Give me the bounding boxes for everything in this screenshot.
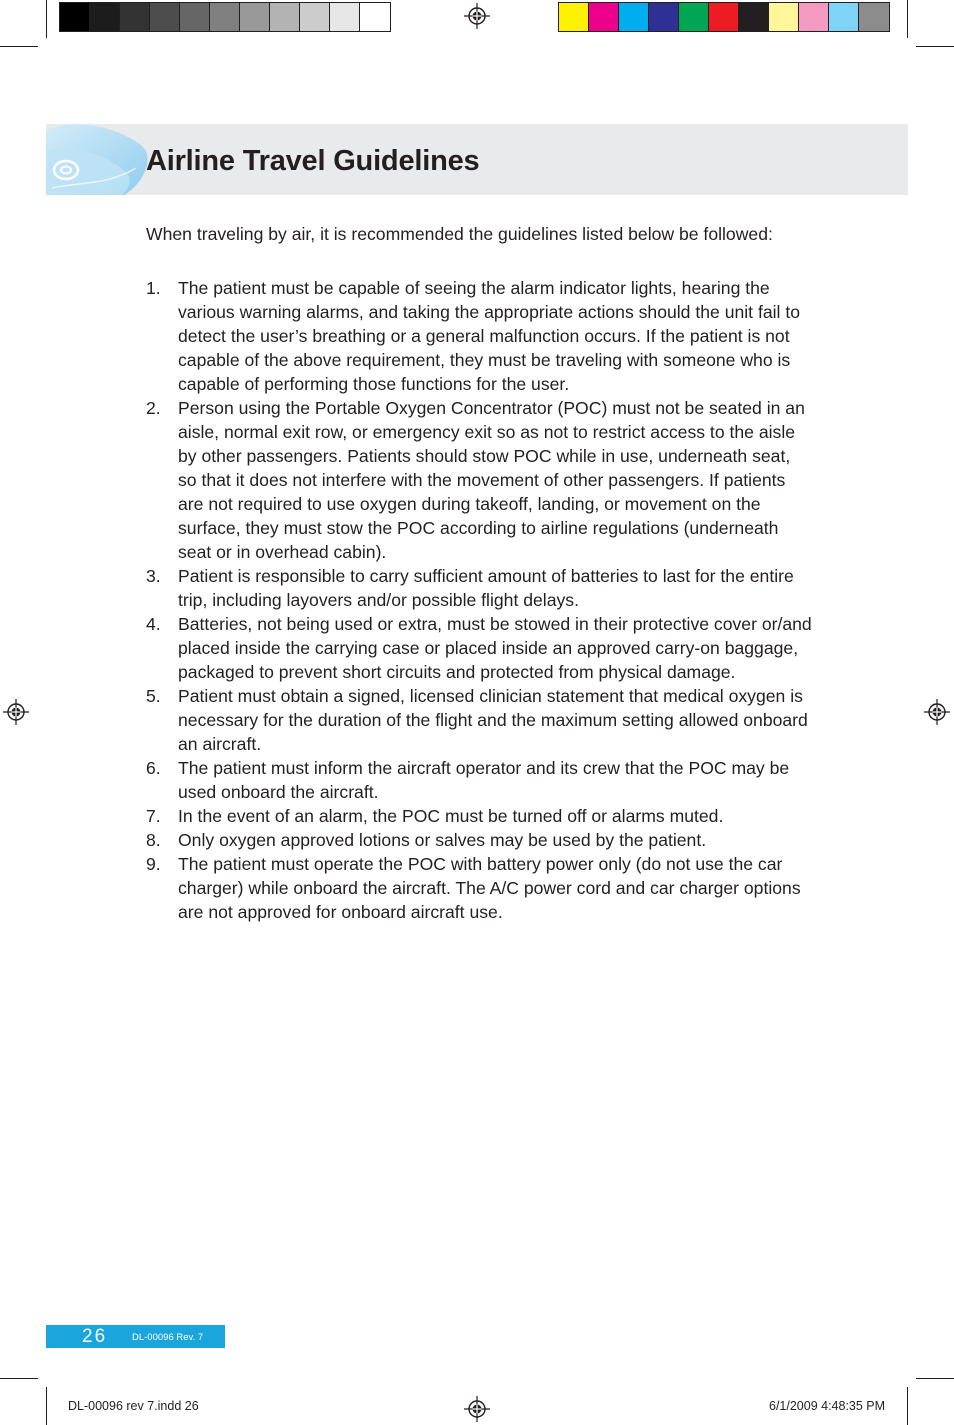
color-swatch xyxy=(120,3,150,31)
guideline-item xyxy=(146,828,812,852)
color-swatch xyxy=(649,3,679,31)
color-swatch xyxy=(90,3,120,31)
guideline-text: Batteries, not being used or extra, must be stowed in their protective cover or/and placed inside the carrying case or placed inside an approved carry-on baggage, packaged to prevent short circuits and protected from physical damage. xyxy=(178,614,812,682)
guideline-number: 5. xyxy=(146,686,161,706)
color-swatch xyxy=(859,3,889,31)
guideline-number: 6. xyxy=(146,758,161,778)
crop-mark-bottom-left-v xyxy=(46,1387,47,1425)
color-swatch xyxy=(829,3,859,31)
page-number-tab xyxy=(46,1325,225,1348)
guideline-item xyxy=(146,804,812,828)
guideline-text: Person using the Portable Oxygen Concentrator (POC) must not be seated in an aisle, normal exit row, or emergency exit so as not to restrict access to the aisle by other passengers. Patients should stow POC while in use, underneath seat, so that it does not interfere with the movement of other passengers. If patients are not required to use oxygen during takeoff, landing, or movement on the surface, they must stow the POC according to airline regulations (underneath seat or in overhead cabin). xyxy=(178,398,805,562)
color-swatch xyxy=(619,3,649,31)
color-swatch xyxy=(360,3,390,31)
color-swatch xyxy=(769,3,799,31)
crop-mark-top-left-h xyxy=(0,46,38,47)
color-swatch xyxy=(180,3,210,31)
registration-mark-icon xyxy=(3,699,29,725)
registration-mark-icon xyxy=(464,3,490,29)
crop-mark-top-right-h xyxy=(916,46,954,47)
intro-paragraph: When traveling by air, it is recommended the guidelines listed below be followed: xyxy=(146,224,773,244)
guideline-number: 9. xyxy=(146,854,161,874)
color-swatch xyxy=(240,3,270,31)
crop-mark-bottom-right-v xyxy=(907,1387,908,1425)
color-swatch xyxy=(330,3,360,31)
color-swatch xyxy=(739,3,769,31)
guideline-item xyxy=(146,396,812,564)
color-swatch xyxy=(589,3,619,31)
color-swatch xyxy=(60,3,90,31)
grayscale-color-bar xyxy=(59,2,391,32)
registration-mark-icon xyxy=(464,1396,490,1422)
guideline-number: 8. xyxy=(146,830,161,850)
guideline-text: The patient must operate the POC with battery power only (do not use the car charger) while onboard the aircraft. The A/C power cord and car charger options are not approved for onboard aircraft use. xyxy=(178,854,801,922)
guideline-text: Only oxygen approved lotions or salves may be used by the patient. xyxy=(178,830,707,850)
guideline-number: 2. xyxy=(146,398,161,418)
page-title: Airline Travel Guidelines xyxy=(146,145,480,177)
guideline-number: 3. xyxy=(146,566,161,586)
color-swatch xyxy=(150,3,180,31)
color-swatch xyxy=(799,3,829,31)
color-swatch xyxy=(270,3,300,31)
page-number: 26 xyxy=(82,1326,108,1347)
color-swatch xyxy=(559,3,589,31)
crop-mark-top-right-v xyxy=(907,0,908,38)
document-revision: DL-00096 Rev. 7 xyxy=(132,1332,204,1343)
color-swatch xyxy=(300,3,330,31)
slug-file-name: DL-00096 rev 7.indd 26 xyxy=(68,1399,199,1413)
oxygen-bubble-graphic-icon xyxy=(46,124,158,195)
guideline-text: The patient must inform the aircraft operator and its crew that the POC may be used onboard the aircraft. xyxy=(178,758,790,802)
guideline-text: In the event of an alarm, the POC must be turned off or alarms muted. xyxy=(178,806,724,826)
guideline-text: Patient must obtain a signed, licensed clinician statement that medical oxygen is necessary for the duration of the flight and the maximum setting allowed onboard an aircraft. xyxy=(178,686,808,754)
guideline-item xyxy=(146,564,812,612)
registration-mark-icon xyxy=(924,699,950,725)
guideline-item xyxy=(146,852,812,924)
guideline-number: 7. xyxy=(146,806,161,826)
crop-mark-bottom-left-h xyxy=(0,1378,38,1379)
crop-mark-top-left-v xyxy=(46,0,47,38)
guideline-item xyxy=(146,756,812,804)
guideline-number: 4. xyxy=(146,614,161,634)
slug-timestamp: 6/1/2009 4:48:35 PM xyxy=(769,1399,886,1413)
guideline-item xyxy=(146,276,812,396)
guideline-item xyxy=(146,684,812,756)
color-swatch xyxy=(210,3,240,31)
color-swatch xyxy=(709,3,739,31)
guideline-number: 1. xyxy=(146,278,161,298)
guideline-text: The patient must be capable of seeing the alarm indicator lights, hearing the various warning alarms, and taking the appropriate actions should the unit fail to detect the user’s breathing or a general malfunction occurs. If the patient is not capable of the above requirement, they must be traveling with someone who is capable of performing those functions for the user. xyxy=(178,278,801,394)
guideline-item xyxy=(146,612,812,684)
guidelines-list xyxy=(146,276,812,924)
process-color-bar xyxy=(558,2,890,32)
color-swatch xyxy=(679,3,709,31)
crop-mark-bottom-right-h xyxy=(916,1378,954,1379)
guideline-text: Patient is responsible to carry sufficient amount of batteries to last for the entire trip, including layovers and/or possible flight delays. xyxy=(178,566,794,610)
